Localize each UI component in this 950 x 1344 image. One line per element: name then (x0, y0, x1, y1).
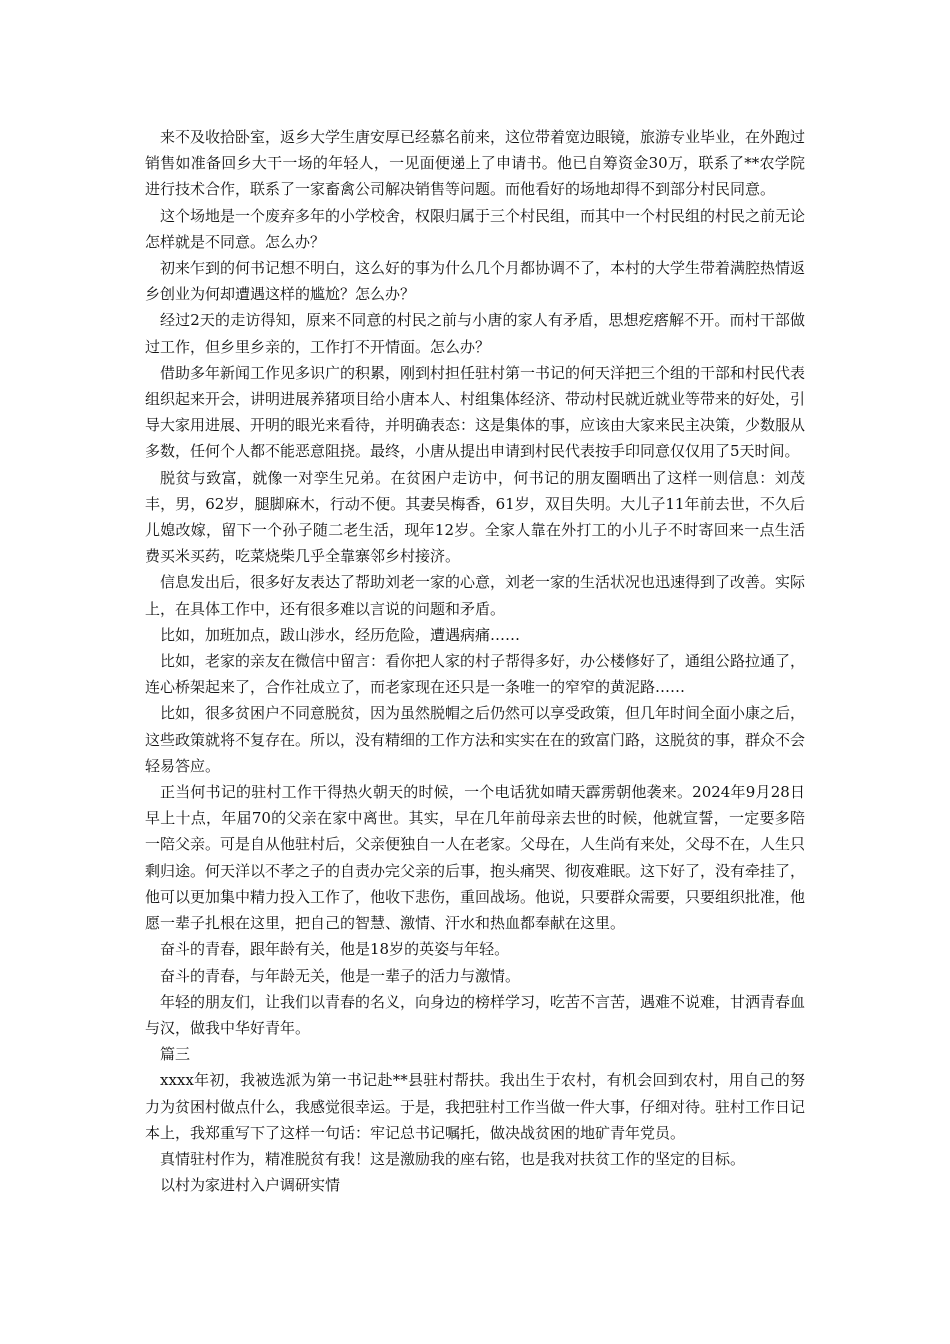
paragraph-13: 奋斗的青春，与年龄无关，他是一辈子的活力与激情。 (160, 966, 521, 985)
paragraph-7: 信息发出后，很多好友表达了帮助刘老一家的心意，刘老一家的生活状况也迅速得到了改善。实际上，在具体工作中，还有很多难以言说的问题和矛盾。 (145, 573, 806, 618)
paragraph-4: 经过2天的走访得知，原来不同意的村民之前与小唐的家人有矛盾，思想疙瘩解不开。而村干部做过工作，但乡里乡亲的，工作打不开情面。怎么办？ (145, 311, 805, 356)
paragraph-5: 借助多年新闻工作见多识广的积累，刚到村担任驻村第一书记的何天洋把三个组的干部和村民代表组织起来开会，讲明进展养猪项目给小唐本人、村组集体经济、带动村民就近就业等带来的好处，引导大家用进展、开明的眼光来看待，并明确表态：这是集体的事，应该由大家来民主决策，少数服从多数，任何个人都不能恶意阻挠。最终，小唐从提出申请到村民代表按手印同意仅仅用了5天时间。 (145, 363, 806, 461)
paragraph-9: 比如，老家的亲友在微信中留言：看你把人家的村子帮得多好，办公楼修好了，通组公路拉通了，连心桥架起来了，合作社成立了，而老家现在还只是一条唯一的窄窄的黄泥路…… (145, 652, 806, 697)
paragraph-18: 以村为家进村入户调研实情 (160, 1176, 341, 1195)
paragraph-16: xxxx年初，我被选派为第一书记赴**县驻村帮扶。我出生于农村，有机会回到农村，用自己的努力为贫困村做点什么，我感觉很幸运。于是，我把驻村工作当做一件大事，仔细对待。驻村工作日记本上，我郑重写下了这样一句话：牢记总书记嘱托，做决战贫困的地矿青年党员。 (145, 1071, 806, 1142)
document-body (145, 124, 805, 1198)
paragraph-8: 比如，加班加点，跋山涉水，经历危险，遭遇病痛…… (160, 625, 521, 644)
paragraph-10: 比如，很多贫困户不同意脱贫，因为虽然脱帽之后仍然可以享受政策，但几年时间全面小康之后，这些政策就将不复存在。所以，没有精细的工作方法和实实在在的致富门路，这脱贫的事，群众不会轻易答应。 (145, 704, 806, 775)
paragraph-1: 来不及收拾卧室，返乡大学生唐安厚已经慕名前来，这位带着宽边眼镜，旅游专业毕业，在外跑过销售如准备回乡大干一场的年轻人，一见面便递上了申请书。他已自筹资金30万，联系了**农学院进行技术合作，联系了一家畜禽公司解决销售等问题。而他看好的场地却得不到部分村民同意。 (145, 128, 806, 199)
paragraph-6: 脱贫与致富，就像一对孪生兄弟。在贫困户走访中，何书记的朋友圈晒出了这样一则信息：刘茂丰，男，62岁，腿脚麻木，行动不便。其妻吴梅香，61岁，双目失明。大儿子11年前去世，不久后儿媳改嫁，留下一个孙子随二老生活，现年12岁。全家人靠在外打工的小儿子不时寄回来一点生活费买米买药，吃菜烧柴几乎全靠寨邻乡村接济。 (145, 468, 805, 566)
paragraph-12: 奋斗的青春，跟年龄有关，他是18岁的英姿与年轻。 (160, 940, 510, 959)
section-heading: 篇三 (160, 1045, 191, 1064)
paragraph-2: 这个场地是一个废弃多年的小学校舍，权限归属于三个村民组，而其中一个村民组的村民之前无论怎样就是不同意。怎么办？ (145, 206, 806, 251)
paragraph-17: 真情驻村作为，精准脱贫有我！这是激励我的座右铭，也是我对扶贫工作的坚定的目标。 (160, 1149, 746, 1168)
paragraph-3: 初来乍到的何书记想不明白，这么好的事为什么几个月都协调不了，本村的大学生带着满腔热情返乡创业为何却遭遇这样的尴尬？怎么办？ (145, 259, 806, 304)
paragraph-14: 年轻的朋友们，让我们以青春的名义，向身边的榜样学习，吃苦不言苦，遇难不说难，甘洒青春血与汉，做我中华好青年。 (145, 992, 806, 1037)
paragraph-11: 正当何书记的驻村工作干得热火朝天的时候，一个电话犹如晴天霹雳朝他袭来。2024年9月28日早上十点，年届70的父亲在家中离世。其实，早在几年前母亲去世的时候，他就宣誓，一定要多陪一陪父亲。可是自从他驻村后，父亲便独自一人在老家。父母在，人生尚有来处，父母不在，人生只剩归途。何天洋以不孝之子的自责办完父亲的后事，抱头痛哭、彻夜难眠。这下好了，没有牵挂了，他可以更加集中精力投入工作了，他收下悲伤，重回战场。他说，只要群众需要，只要组织批准，他愿一辈子扎根在这里，把自己的智慧、激情、汗水和热血都奉献在这里。 (145, 783, 806, 933)
